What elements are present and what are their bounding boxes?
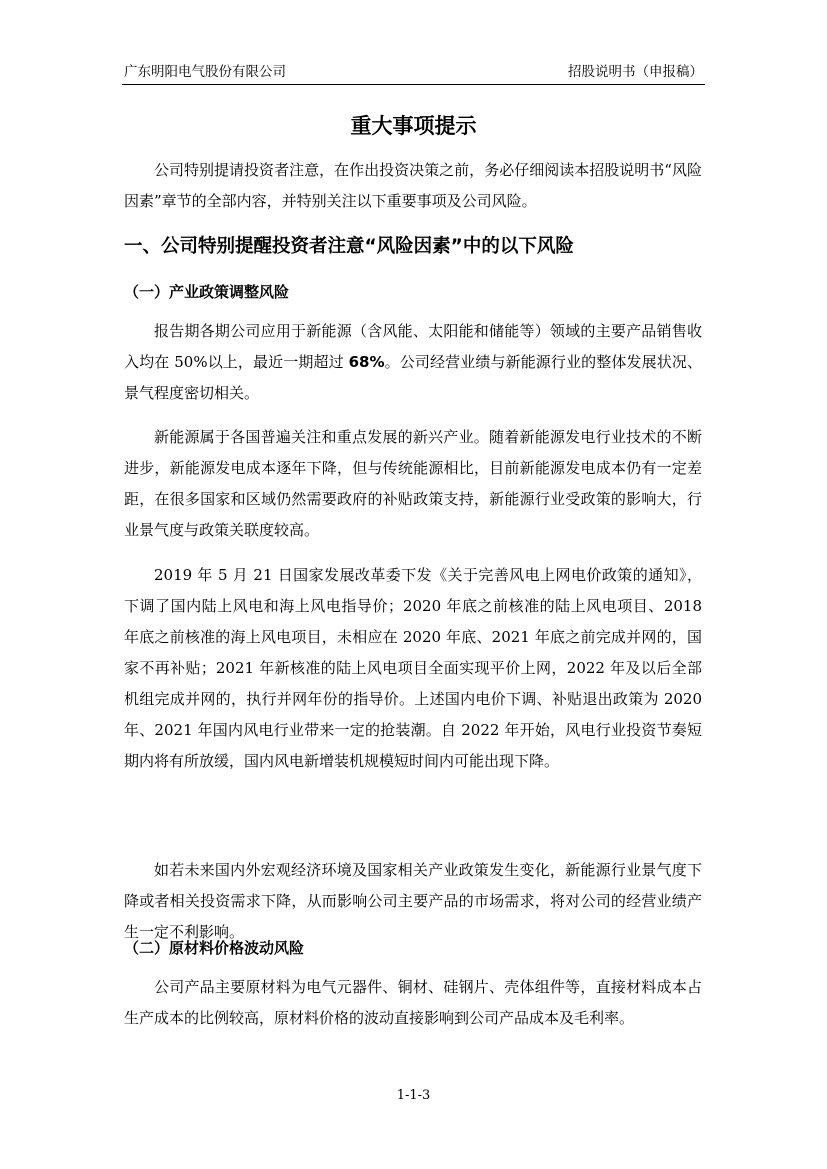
header-company-name: 广东明阳电气股份有限公司: [124, 64, 286, 80]
paragraph-text: 报告期各期公司应用于新能源（含风能、太阳能和储能等）领域的主要产品销售收入均在 50%以上，最近一期超过: [124, 322, 702, 371]
page-header: [122, 58, 705, 85]
header-document-type: 招股说明书（申报稿）: [568, 64, 703, 80]
page-title: 重大事项提示: [350, 114, 477, 138]
subsection-1-heading: （一）产业政策调整风险: [124, 283, 290, 301]
highlighted-percentage: 68%: [348, 353, 385, 371]
subsection-1-paragraph-3: 2019 年 5 月 21 日国家发展改革委下发《关于完善风电上网电价政策的通知》，下调了国内陆上风电和海上风电指导价；2020 年底之前核准的陆上风电项目、2018 年底之前核准的海上风电项目，未相应在 2020 年底、2021 年底之前完成并网的，国家不再补贴；2021 年新核准的陆上风电项目全面实现平价上网，2022 年及以后全部机组完成并网的，执行并网年份的指导价。上述国内电价下调、补贴退出政策为 2020 年、2021 年国内风电行业带来一定的抢装潮。自 2022 年开始，风电行业投资节奏短期内将有所放缓，国内风电新增装机规模短时间内可能出现下降。: [124, 566, 702, 770]
subsection-1-paragraph-2: 新能源属于各国普遍关注和重点发展的新兴产业。随着新能源发电行业技术的不断进步，新能源发电成本逐年下降，但与传统能源相比，目前新能源发电成本仍有一定差距，在很多国家和区域仍然需要政府的补贴政策支持，新能源行业受政策的影响大，行业景气度与政策关联度较高。: [124, 428, 702, 539]
subsection-2-heading: （二）原材料价格波动风险: [124, 939, 305, 957]
subsection-1-paragraph-1: [124, 316, 702, 409]
intro-paragraph: 公司特别提请投资者注意，在作出投资决策之前，务必仔细阅读本招股说明书“风险因素”章节的全部内容，并特别关注以下重要事项及公司风险。: [124, 161, 702, 210]
subsection-2-paragraph-1: 公司产品主要原材料为电气元器件、铜材、硅钢片、壳体组件等，直接材料成本占生产成本的比例较高，原材料价格的波动直接影响到公司产品成本及毛利率。: [124, 978, 702, 1027]
subsection-1-paragraph-4: 如若未来国内外宏观经济环境及国家相关产业政策发生变化，新能源行业景气度下降或者相关投资需求下降，从而影响公司主要产品的市场需求，将对公司的经营业绩产生一定不利影响。: [124, 861, 702, 941]
paragraph-text: 。公司经营业绩与新能源行业的整体发展状况、景气程度密切相关。: [124, 353, 702, 402]
section-1-heading: 一、公司特别提醒投资者注意“风险因素”中的以下风险: [124, 236, 574, 257]
page-number: 1-1-3: [396, 1088, 431, 1103]
